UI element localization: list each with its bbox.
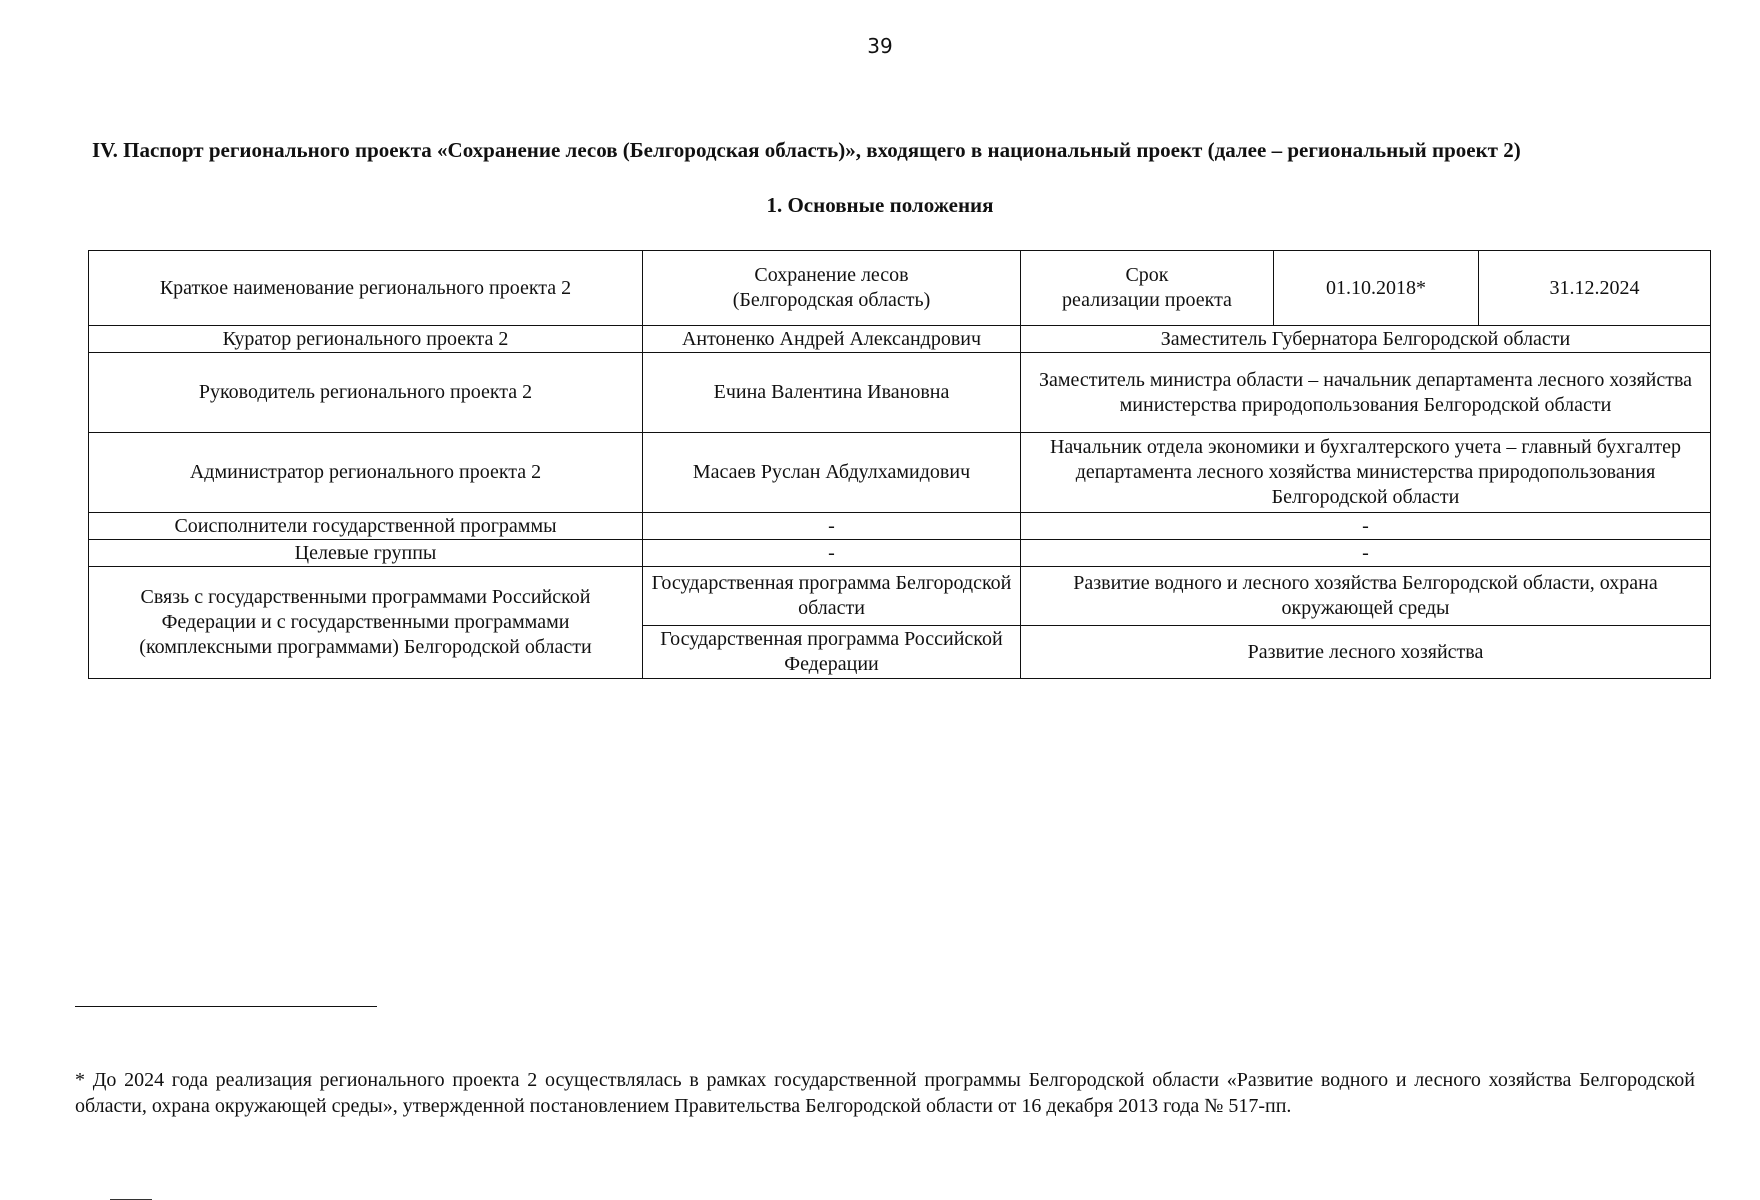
label-target-groups: Целевые группы [89, 540, 643, 567]
program-type-regional: Государственная программа Белгородской области [643, 567, 1021, 626]
table-row-head [89, 353, 1711, 433]
project-name-line2: (Белгородская область) [732, 289, 931, 311]
page-number: 39 [867, 34, 893, 58]
section-title: IV. Паспорт регионального проекта «Сохранение лесов (Белгородская область)», входящего в национальный проект (далее – региональный проект 2) [92, 138, 1521, 162]
co-executors-detail: - [1021, 513, 1711, 540]
label-short-name: Краткое наименование регионального проекта 2 [89, 251, 643, 326]
passport-table [88, 250, 1711, 679]
period-label-line1: Срок [1125, 264, 1169, 286]
table-row-co-executors [89, 513, 1711, 540]
sub-title: 1. Основные положения [766, 193, 994, 217]
table-row-short-name [89, 251, 1711, 326]
table-row-target-groups [89, 540, 1711, 567]
co-executors-value: - [643, 513, 1021, 540]
label-program-links: Связь с государственными программами Российской Федерации и с государственными программами (комплексными программами) Белгородской области [89, 567, 643, 679]
label-administrator: Администратор регионального проекта 2 [89, 433, 643, 513]
table-row-programs [89, 567, 1711, 626]
administrator-position: Начальник отдела экономики и бухгалтерского учета – главный бухгалтер департамента лесного хозяйства министерства природопользования Белгородской области [1021, 433, 1711, 513]
target-groups-detail: - [1021, 540, 1711, 567]
program-name-regional: Развитие водного и лесного хозяйства Белгородской области, охрана окружающей среды [1021, 567, 1711, 626]
table-row-administrator [89, 433, 1711, 513]
label-head: Руководитель регионального проекта 2 [89, 353, 643, 433]
start-date: 01.10.2018* [1274, 251, 1479, 326]
footnote: * До 2024 года реализация регионального проекта 2 осуществлялась в рамках государственной программы Белгородской области «Развитие водного и лесного хозяйства Белгородской области, охрана окружающей среды», утвержденной постановлением Правительства Белгородской области от 16 декабря 2013 года № 517-пп. [75, 1069, 1695, 1117]
program-name-federal: Развитие лесного хозяйства [1021, 626, 1711, 679]
project-name-line1: Сохранение лесов [754, 264, 909, 286]
end-date: 31.12.2024 [1479, 251, 1711, 326]
curator-position: Заместитель Губернатора Белгородской области [1021, 326, 1711, 353]
period-label-line2: реализации проекта [1062, 289, 1232, 311]
label-co-executors: Соисполнители государственной программы [89, 513, 643, 540]
program-type-federal: Государственная программа Российской Федерации [643, 626, 1021, 679]
curator-name: Антоненко Андрей Александрович [643, 326, 1021, 353]
head-position: Заместитель министра области – начальник департамента лесного хозяйства министерства природопользования Белгородской области [1021, 353, 1711, 433]
target-groups-value: - [643, 540, 1021, 567]
head-name: Ечина Валентина Ивановна [643, 353, 1021, 433]
footnote-separator [75, 1006, 377, 1007]
label-curator: Куратор регионального проекта 2 [89, 326, 643, 353]
project-short-name [643, 251, 1021, 326]
table-row-curator [89, 326, 1711, 353]
period-label [1021, 251, 1274, 326]
administrator-name: Масаев Руслан Абдулхамидович [643, 433, 1021, 513]
